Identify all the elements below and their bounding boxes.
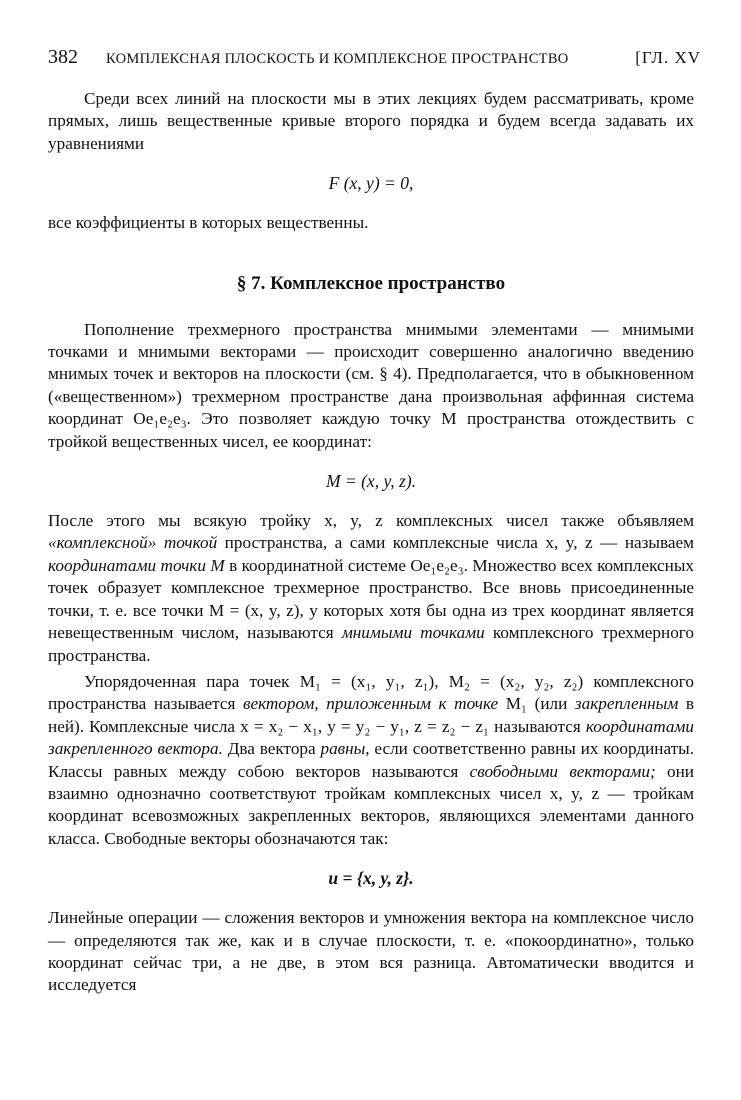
term-bound-vector: вектором, приложенным к точке	[242, 694, 499, 714]
paragraph-vectors	[48, 671, 694, 850]
text-run: если соответственно равны их координаты. Классы равных между собою векторов называются	[48, 739, 695, 781]
chapter-label: [ГЛ. XV	[635, 48, 701, 67]
text-run: в координатной системе Oe₁e₂e₃. Множество всех комплексных точек образует комплексное трехмерное пространство. Все вновь присоединенные точки, т. е. все точки M = (x, y, z), у которых хотя бы одна из трех координат является невещественным числом, называются	[48, 555, 694, 643]
paragraph-linear-operations: Линейные операции — сложения векторов и умножения вектора на комплексное число — определяются так же, как и в случае плоскости, т. е. «покоординатно», только координат сейчас три, а не две, в этом вся разница. Автоматически вводится и исследуется	[48, 908, 694, 995]
intro-paragraph: Среди всех линий на плоскости мы в этих лекциях будем рассматривать, кроме прямых, лишь вещественные кривые второго порядка и будем всегда задавать их уравнениями	[48, 89, 694, 153]
term-vector-coordinates: координатами закрепленного вектора.	[48, 716, 694, 759]
text-run: M₁ (или	[498, 694, 575, 714]
paragraph-complex-points	[48, 510, 694, 667]
section-title: § 7. Комплексное пространство	[236, 272, 506, 294]
term-fixed: закрепленным	[574, 694, 679, 714]
text-run: комплексного трехмерного пространства.	[48, 623, 694, 665]
term-imaginary-points: мнимыми точками	[341, 623, 485, 643]
page-body	[48, 88, 694, 997]
text-run: пространства, а сами комплексные числа x, y, z — называем	[217, 533, 695, 553]
page-number: 382	[48, 46, 78, 68]
formula-curve-equation: F (x, y) = 0,	[328, 173, 414, 194]
text-run: После этого мы всякую тройку x, y, z комплексных чисел также объявляем	[48, 511, 694, 531]
page-header	[48, 46, 701, 74]
text-run: Упорядоченная пара точек M₁ = (x₁, y₁, z₁), M₂ = (x₂, y₂, z₂) комплексного пространства называется	[48, 671, 694, 714]
text-run: Два вектора	[222, 739, 321, 759]
text-run: они взаимно однозначно соответствуют тройкам комплексных чисел x, y, z — тройкам координат всевозможных закрепленных векторов, являющихся элементами данного класса. Свободные векторы обозначаются так:	[48, 761, 694, 848]
term-equal: равны,	[320, 739, 370, 759]
term-complex-point: «комплексной» точкой	[48, 533, 218, 553]
paragraph-completion: Пополнение трехмерного пространства мнимыми элементами — мнимыми точками и мнимыми векторами — происходит совершенно аналогично введению мнимых точек и векторов на плоскости (см. § 4). Предполагается, что в обыкновенном («вещественном») трехмерном пространстве дана произвольная аффинная система координат Oe₁e₂e₃. Это позволяет каждую точку M пространства отождествить с тройкой вещественных чисел, ее координат:	[48, 319, 694, 451]
term-point-coordinates: координатами точки M	[48, 555, 225, 575]
formula-free-vector: u = {x, y, z}.	[328, 868, 414, 889]
term-free-vectors: свободными векторами;	[469, 761, 656, 781]
text-run: в ней). Комплексные числа x = x₂ − x₁, y = y₂ − y₁, z = z₂ − z₁ называются	[48, 694, 694, 736]
running-title: КОМПЛЕКСНАЯ ПЛОСКОСТЬ И КОМПЛЕКСНОЕ ПРОСТРАНСТВО	[106, 51, 569, 67]
formula-point-coordinates: M = (x, y, z).	[325, 471, 417, 492]
intro-continuation: все коэффициенты в которых вещественны.	[48, 213, 369, 233]
